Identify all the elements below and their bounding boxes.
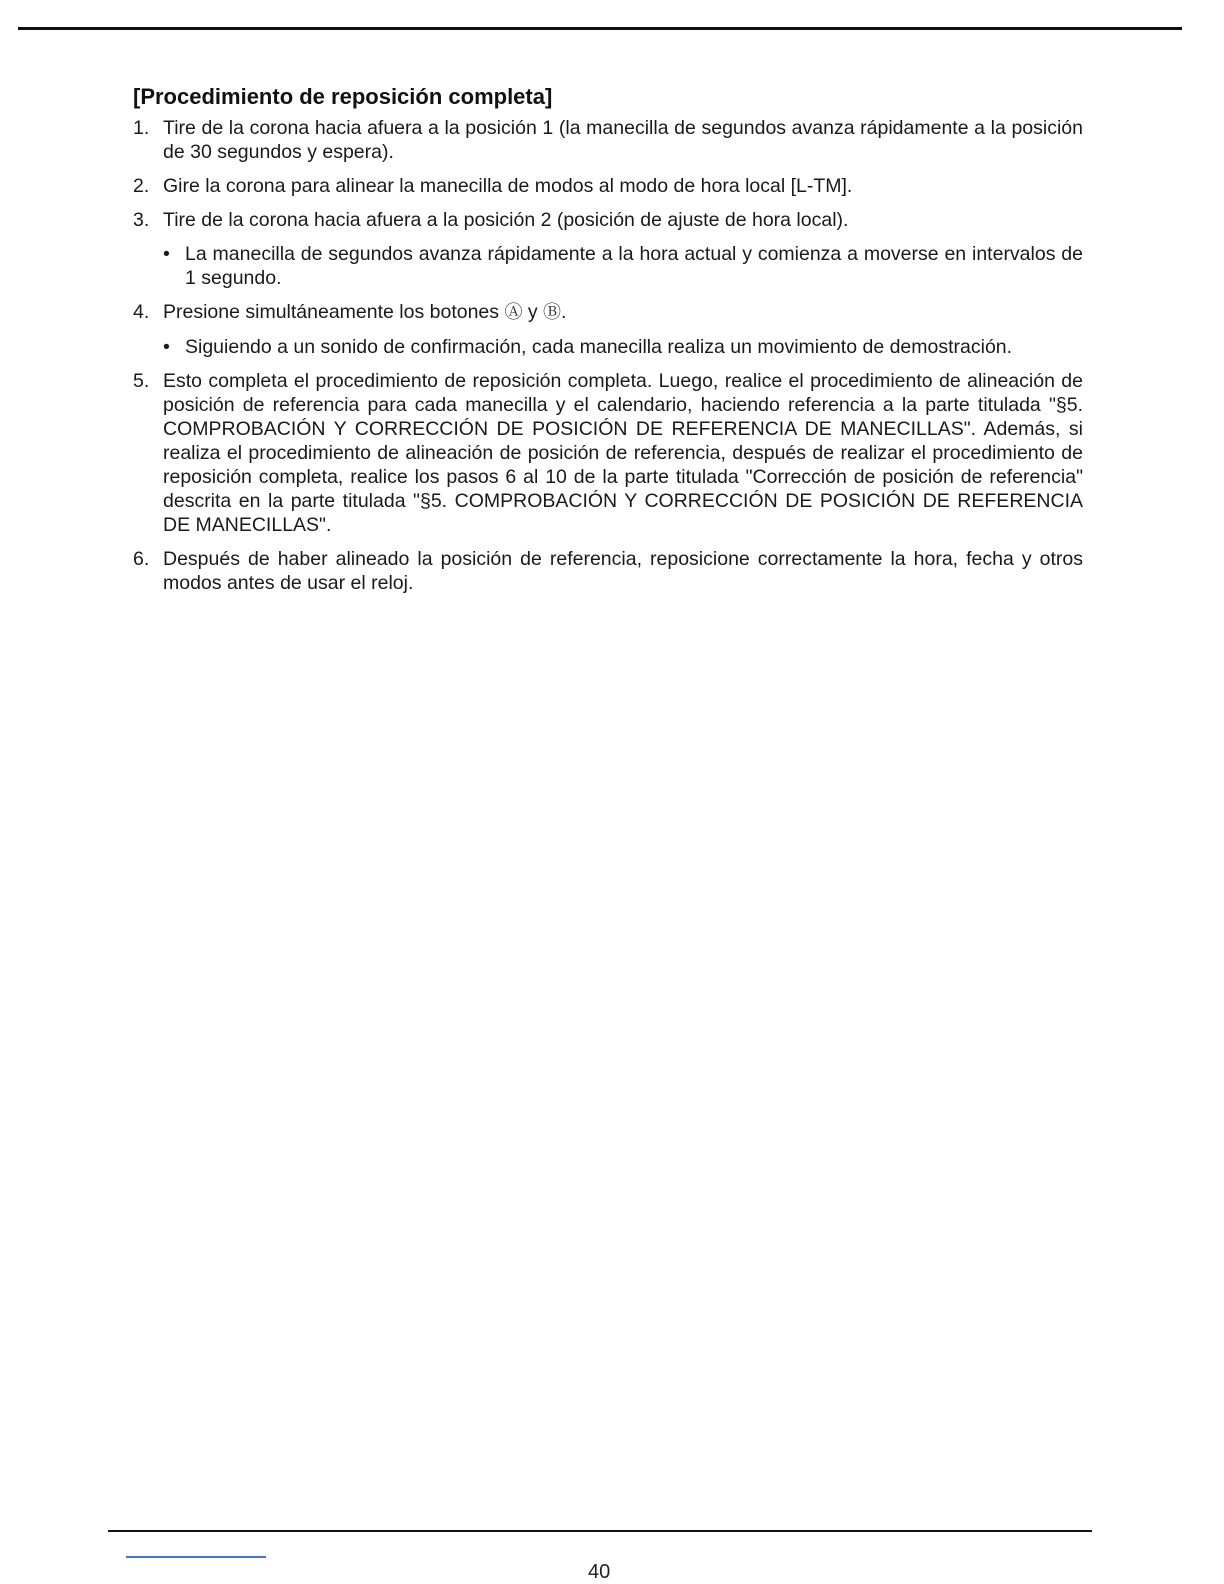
step-text-after: . [561,301,567,323]
document-body [133,84,1083,605]
bullet-note-1 [133,242,1083,290]
section-heading: [Procedimiento de reposición completa] [133,84,553,109]
button-b-icon: Ⓑ [543,302,562,323]
page-number: 40 [588,1561,611,1583]
step-3 [133,208,1083,232]
step-text: Tire de la corona hacia afuera a la posición 2 (posición de ajuste de hora local). [163,209,849,231]
step-number: 4. [133,301,150,323]
step-number: 5. [133,370,150,392]
bullet-text: Siguiendo a un sonido de confirmación, cada manecilla realiza un movimiento de demostración. [185,336,1013,358]
bullet-dot-icon: • [163,243,170,265]
button-a-icon: Ⓐ [504,302,523,323]
step-6 [133,547,1083,595]
step-number: 2. [133,175,150,197]
bottom-divider [108,1530,1092,1532]
step-5 [133,369,1083,537]
top-divider [18,27,1182,30]
step-text: Después de haber alineado la posición de referencia, reposicione correctamente la hora, fecha y otros modos antes de usar el reloj. [163,548,1083,594]
bullet-text: La manecilla de segundos avanza rápidamente a la hora actual y comienza a moverse en intervalos de 1 segundo. [185,243,1083,289]
step-number: 6. [133,548,150,570]
step-number: 3. [133,209,150,231]
step-text: Gire la corona para alinear la manecilla de modos al modo de hora local [L-TM]. [163,175,853,197]
step-4 [133,300,1083,325]
footer-link-underline [126,1556,266,1558]
step-2 [133,174,1083,198]
step-text: Tire de la corona hacia afuera a la posición 1 (la manecilla de segundos avanza rápidamente a la posición de 30 segundos y espera). [163,117,1083,163]
bullet-note-2 [133,335,1083,359]
step-text-mid: y [522,301,544,323]
step-text-before: Presione simultáneamente los botones [163,301,505,323]
bullet-dot-icon: • [163,336,170,358]
step-text: Esto completa el procedimiento de reposición completa. Luego, realice el procedimiento de alineación de posición de referencia para cada manecilla y el calendario, haciendo referencia a la parte titulada "§5. COMPROBACIÓN Y CORRECCIÓN DE POSICIÓN DE REFERENCIA DE MANECILLAS". Además, si realiza el procedimiento de alineación de posición de referencia, después de realizar el procedimiento de reposición completa, realice los pasos 6 al 10 de la parte titulada "Corrección de posición de referencia" descrita en la parte titulada "§5. COMPROBACIÓN Y CORRECCIÓN DE POSICIÓN DE REFERENCIA DE MANECILLAS". [163,370,1083,536]
step-number: 1. [133,117,150,139]
step-1 [133,116,1083,164]
